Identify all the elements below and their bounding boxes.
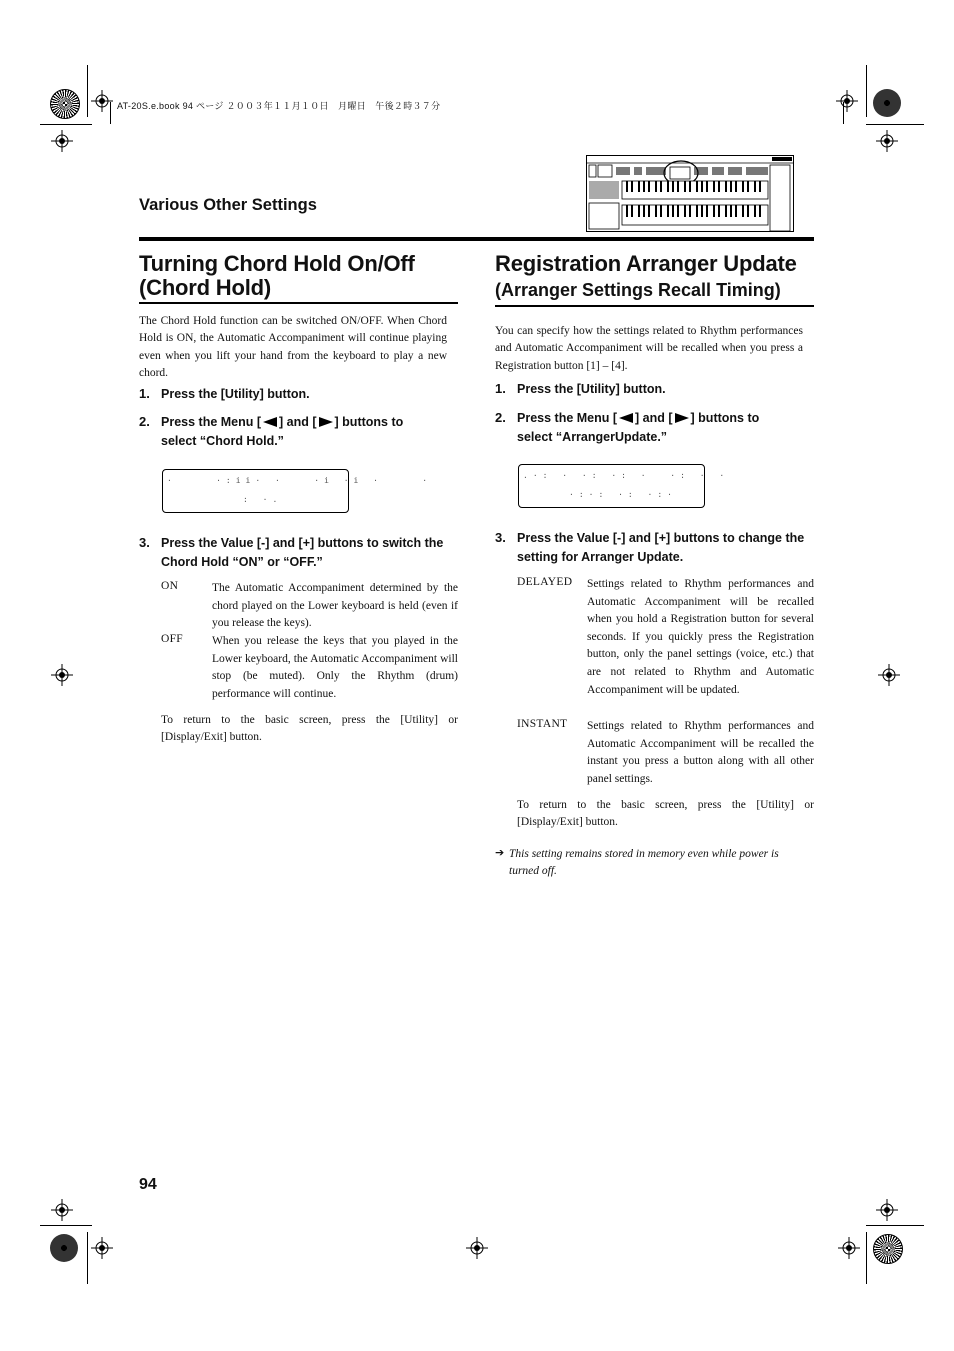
registration-mark-icon [51, 664, 73, 686]
left-term-off: OFF [161, 633, 183, 645]
left-step2-num: 2. [139, 414, 150, 429]
left-term-on: ON [161, 580, 179, 592]
left-step2-text [161, 413, 451, 451]
left-step3-num: 3. [139, 535, 150, 550]
left-outro: To return to the basic screen, press the [Utility] or [Display/Exit] button. [161, 714, 458, 744]
color-rosette-icon [50, 1234, 78, 1262]
left-step2-mid: ] and [ [279, 415, 317, 429]
right-term-delayed-def: Settings related to Rhythm performances and Automatic Accompaniment will be recalled when you hold a Registration button for several seconds. If you quickly press the Registration button, only the panel settings (voice, etc.) that are not related to Rhythm and Automatic Accompaniment will be updated. [587, 578, 814, 696]
note-arrow-icon: ➔ [495, 847, 505, 859]
right-step2-pre: Press the Menu [ [517, 411, 618, 425]
left-term-on-def: The Automatic Accompaniment determined by the chord played on the Lower keyboard is held (even if you release the keys). [212, 582, 458, 630]
registration-mark-icon [91, 90, 113, 112]
menu-left-arrow-icon [619, 413, 633, 423]
registration-mark-icon [51, 1199, 73, 1221]
left-title-rule [139, 302, 458, 304]
menu-left-arrow-icon [263, 417, 277, 427]
right-term-instant: INSTANT [517, 718, 568, 730]
right-title-line2: (Arranger Settings Recall Timing) [495, 280, 781, 300]
menu-right-arrow-icon [319, 417, 333, 427]
registration-mark-icon [91, 1237, 113, 1259]
left-term-off-def: When you release the keys that you played in the Lower keyboard, the Automatic Accompaniment will stop (be muted). Only the Rhythm (drum) performance will continue. [212, 635, 458, 700]
left-step2-line2: select “Chord Hold.” [161, 434, 284, 448]
left-step2-pre: Press the Menu [ [161, 415, 262, 429]
registration-mark-icon [878, 664, 900, 686]
registration-mark-icon [876, 1199, 898, 1221]
right-step1-num: 1. [495, 381, 506, 396]
right-title-rule [495, 305, 814, 307]
right-step1-text: Press the [Utility] button. [517, 382, 666, 396]
right-step3-text: Press the Value [-] and [+] buttons to change the setting for Arranger Update. [517, 531, 805, 564]
left-step3-text: Press the Value [-] and [+] buttons to switch the Chord Hold “ON” or “OFF.” [161, 536, 444, 569]
right-step3-num: 3. [495, 530, 506, 545]
registration-mark-icon [466, 1237, 488, 1259]
left-intro: The Chord Hold function can be switched ON/OFF. When Chord Hold is ON, the Automatic Accompaniment will continue playing even when you lift your hand from the keyboard to play a new chord. [139, 315, 447, 379]
file-info-line: AT-20S.e.book 94 ページ ２００３年１１月１０日 月曜日 午後２時３７分 [117, 101, 441, 111]
right-term-instant-def: Settings related to Rhythm performances and Automatic Accompaniment will be recalled the instant you press a button along with all other panel settings. [587, 720, 814, 785]
memory-note: This setting remains stored in memory even while power is turned off. [509, 848, 779, 877]
left-step2-post: ] buttons to [334, 415, 404, 429]
left-title-line2: (Chord Hold) [139, 275, 272, 300]
right-step2-line2: select “ArrangerUpdate.” [517, 430, 668, 444]
registration-mark-icon [836, 90, 858, 112]
right-title-line1: Registration Arranger Update [495, 251, 797, 276]
menu-right-arrow-icon [675, 413, 689, 423]
right-step2-text [517, 409, 812, 447]
color-rosette-icon [50, 89, 80, 119]
organ-panel-illustration [586, 155, 794, 232]
right-step2-mid: ] and [ [635, 411, 673, 425]
section-label: Various Other Settings [139, 196, 317, 214]
right-step2-post: ] buttons to [690, 411, 760, 425]
registration-mark-icon [51, 130, 73, 152]
registration-mark-icon [838, 1237, 860, 1259]
right-intro: You can specify how the settings related to Rhythm performances and Automatic Accompaniment will be recalled when you press a Registration button [1] – [4]. [495, 325, 803, 372]
page-number: 94 [139, 1176, 157, 1193]
right-lcd-display: .·: · ·: ·: · ·: · · ·:·: ·: ·:· [518, 464, 705, 508]
left-step1-num: 1. [139, 386, 150, 401]
left-title-line1: Turning Chord Hold On/Off [139, 251, 415, 276]
right-step2-num: 2. [495, 410, 506, 425]
right-term-delayed: DELAYED [517, 576, 573, 588]
registration-mark-icon [876, 130, 898, 152]
right-outro: To return to the basic screen, press the [Utility] or [Display/Exit] button. [517, 799, 814, 829]
header-rule [139, 237, 814, 241]
left-step1-text: Press the [Utility] button. [161, 387, 310, 401]
left-lcd-display: · ·:ii· · ·i ·i · · : ·. [162, 469, 349, 513]
color-rosette-icon [873, 89, 901, 117]
color-rosette-icon [873, 1234, 903, 1264]
